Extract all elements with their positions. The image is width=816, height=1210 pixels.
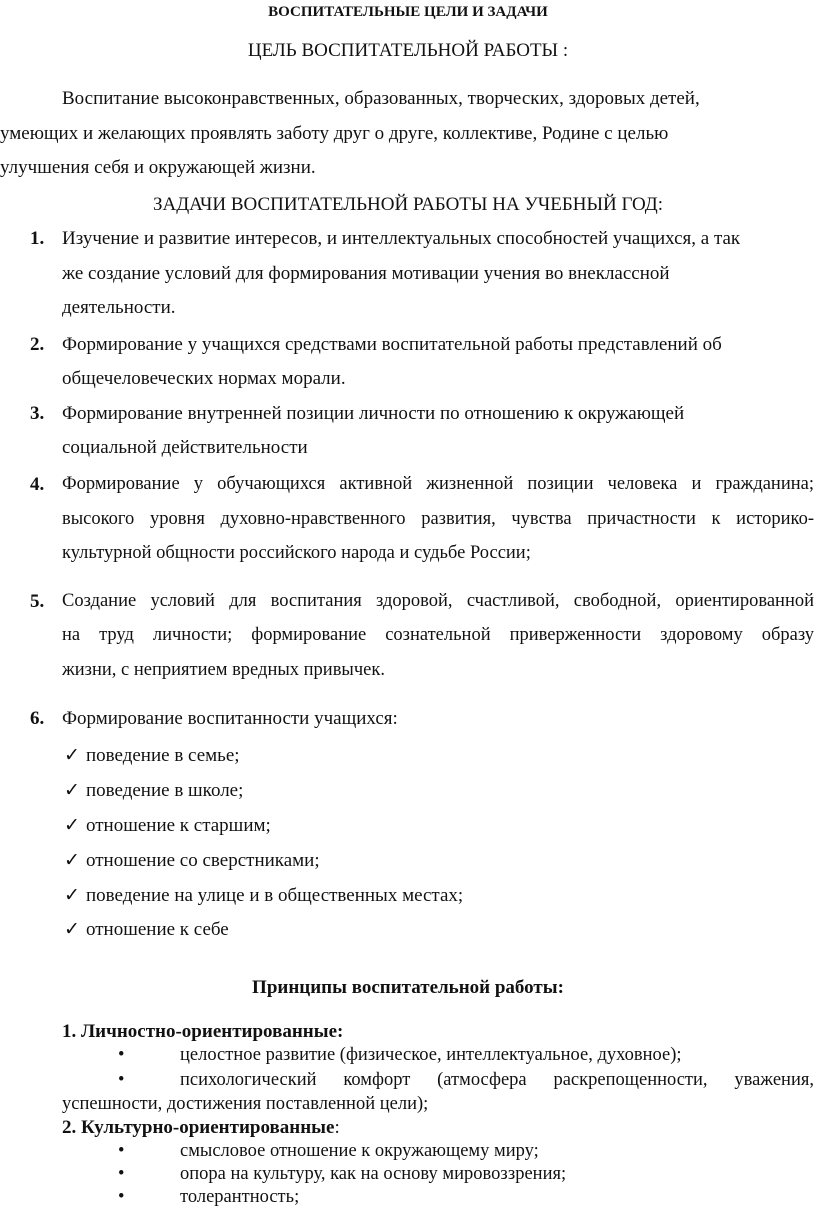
- task-number: 6.: [30, 708, 45, 729]
- check-item: ✓ отношение со сверстниками;: [64, 850, 320, 871]
- check-item: ✓ поведение в семье;: [64, 745, 240, 766]
- principle-bullet: •: [118, 1070, 125, 1090]
- checkmark-icon: ✓: [64, 815, 80, 836]
- checkmark-icon: ✓: [64, 919, 80, 940]
- goal-line-1: Воспитание высоконравственных, образованных, творческих, здоровых детей,: [62, 88, 700, 109]
- task-line: на труд личности; формирование сознательной приверженности здоровому образу: [62, 625, 814, 645]
- task-line: Формирование воспитанности учащихся:: [62, 708, 398, 729]
- tasks-heading: ЗАДАЧИ ВОСПИТАТЕЛЬНОЙ РАБОТЫ НА УЧЕБНЫЙ ГОД:: [152, 194, 664, 215]
- goal-line-2: умеющих и желающих проявлять заботу друг о друге, коллективе, Родине с целью: [0, 123, 669, 144]
- task-line: общечеловеческих нормах морали.: [62, 368, 346, 389]
- task-line: Формирование у учащихся средствами воспитательной работы представлений об: [62, 334, 722, 355]
- task-number: 5.: [30, 591, 45, 612]
- task-number: 2.: [30, 334, 45, 355]
- check-item: ✓ отношение к старшим;: [64, 815, 271, 836]
- task-line: Создание условий для воспитания здоровой, счастливой, свободной, ориентированной: [62, 591, 814, 611]
- task-line: деятельности.: [62, 297, 176, 318]
- principle-bullet: •: [118, 1187, 125, 1207]
- checkmark-icon: ✓: [64, 780, 80, 801]
- task-line: же создание условий для формирования мотивации учения во внеклассной: [62, 263, 670, 284]
- task-number: 4.: [30, 474, 45, 495]
- check-item: ✓ поведение на улице и в общественных местах;: [64, 885, 464, 906]
- goal-heading: ЦЕЛЬ ВОСПИТАТЕЛЬНОЙ РАБОТЫ :: [247, 40, 569, 61]
- checkmark-icon: ✓: [64, 885, 80, 906]
- principle-item: опора на культуру, как на основу мировоззрения;: [180, 1164, 567, 1184]
- checkmark-icon: ✓: [64, 745, 80, 766]
- task-line: социальной действительности: [62, 437, 308, 458]
- task-line: Изучение и развитие интересов, и интеллектуальных способностей учащихся, а так: [62, 228, 741, 249]
- principle-label: 2. Культурно-ориентированные:: [62, 1117, 340, 1138]
- document-title: ВОСПИТАТЕЛЬНЫЕ ЦЕЛИ И ЗАДАЧИ: [268, 4, 548, 20]
- principle-item: психологический комфорт (атмосфера раскрепощенности, уважения,: [180, 1070, 814, 1090]
- principles-heading: Принципы воспитательной работы:: [252, 977, 564, 998]
- principle-bullet: •: [118, 1164, 125, 1184]
- principle-item: смысловое отношение к окружающему миру;: [180, 1141, 539, 1161]
- task-number: 3.: [30, 403, 45, 424]
- check-item: ✓ отношение к себе: [64, 919, 229, 940]
- goal-line-3: улучшения себя и окружающей жизни.: [0, 157, 316, 178]
- principle-item-continuation: успешности, достижения поставленной цели);: [62, 1094, 429, 1114]
- task-line: жизни, с неприятием вредных привычек.: [62, 660, 385, 680]
- principle-item: толерантность;: [180, 1187, 300, 1207]
- check-item: ✓ поведение в школе;: [64, 780, 244, 801]
- checkmark-icon: ✓: [64, 850, 80, 871]
- task-line: Формирование у обучающихся активной жизненной позиции человека и гражданина;: [62, 474, 814, 494]
- principle-label: 1. Личностно-ориентированные:: [62, 1021, 344, 1042]
- task-line: культурной общности российского народа и судьбе России;: [62, 543, 531, 563]
- task-line: высокого уровня духовно-нравственного развития, чувства причастности к историко-: [62, 509, 814, 529]
- principle-bullet: •: [118, 1141, 125, 1161]
- principle-item: целостное развитие (физическое, интеллектуальное, духовное);: [180, 1045, 682, 1065]
- task-number: 1.: [30, 228, 45, 249]
- principle-bullet: •: [118, 1045, 125, 1065]
- task-line: Формирование внутренней позиции личности по отношению к окружающей: [62, 403, 685, 424]
